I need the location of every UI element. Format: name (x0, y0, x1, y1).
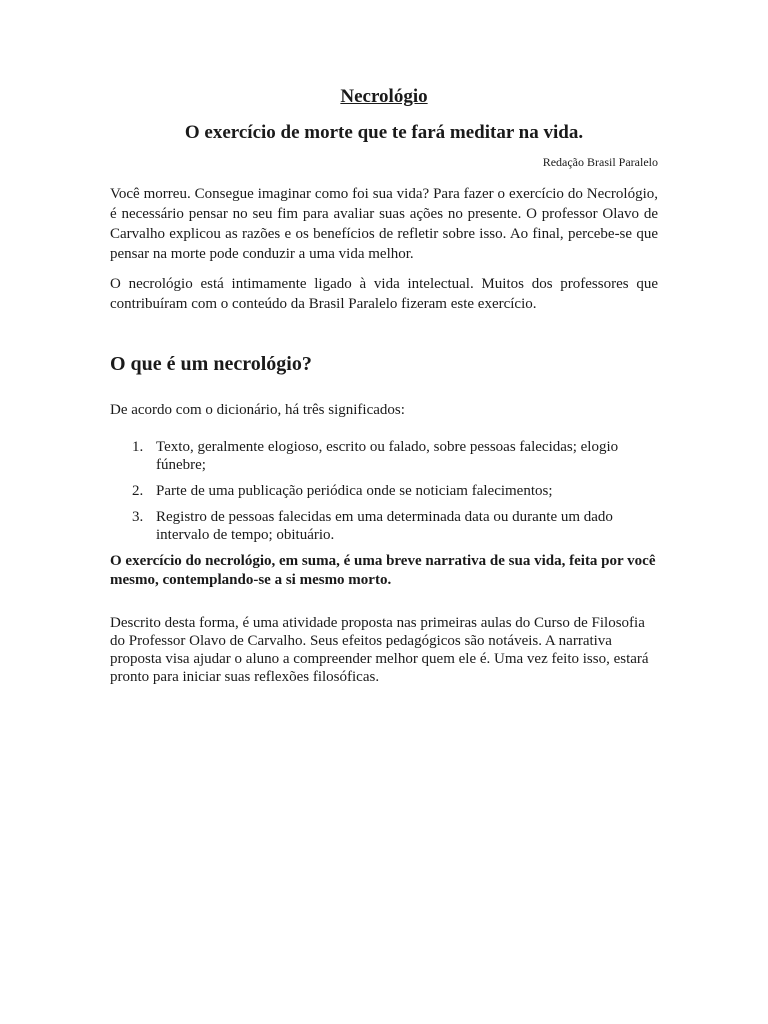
list-item-text: Registro de pessoas falecidas em uma determinada data ou durante um dado intervalo de tempo; obituário. (156, 509, 613, 543)
list-item-text: Parte de uma publicação periódica onde se noticiam falecimentos; (156, 483, 553, 499)
byline: Redação Brasil Paralelo (542, 155, 658, 169)
list-item (110, 508, 658, 544)
definitions-intro: De acordo com o dicionário, há três significados: (110, 402, 405, 418)
list-item-number: 2. (132, 483, 144, 499)
document-subtitle: O exercício de morte que te fará meditar na vida. (184, 122, 584, 143)
definitions-list (110, 438, 658, 544)
document-title: Necrológio (340, 86, 428, 107)
intro-paragraph-1: Você morreu. Consegue imaginar como foi sua vida? Para fazer o exercício do Necrológio, é necessário pensar no seu fim para avaliar suas ações no presente. O professor Olavo de Carvalho explicou as razões e os benefícios de refletir sobre isso. Ao final, percebe-se que pensar na morte pode conduzir a uma vida melhor. (110, 186, 658, 262)
list-item-text: Texto, geralmente elogioso, escrito ou falado, sobre pessoas falecidas; elogio fúnebre; (156, 439, 619, 473)
list-item (110, 482, 658, 500)
list-item-number: 3. (132, 509, 144, 525)
closing-paragraph: Descrito desta forma, é uma atividade proposta nas primeiras aulas do Curso de Filosofia do Professor Olavo de Carvalho. Seus efeitos pedagógicos são notáveis. A narrativa proposta visa ajudar o aluno a compreender melhor quem ele é. Uma vez feito isso, estará pronto para iniciar suas reflexões filosóficas. (110, 615, 649, 685)
intro-paragraph-2: O necrológio está intimamente ligado à vida intelectual. Muitos dos professores que contribuíram com o conteúdo da Brasil Paralelo fizeram este exercício. (110, 276, 658, 312)
list-item (110, 438, 658, 474)
summary-paragraph: O exercício do necrológio, em suma, é uma breve narrativa de sua vida, feita por você mesmo, contemplando-se a si mesmo morto. (110, 553, 656, 588)
section-heading: O que é um necrológio? (110, 353, 312, 375)
list-item-number: 1. (132, 439, 144, 455)
